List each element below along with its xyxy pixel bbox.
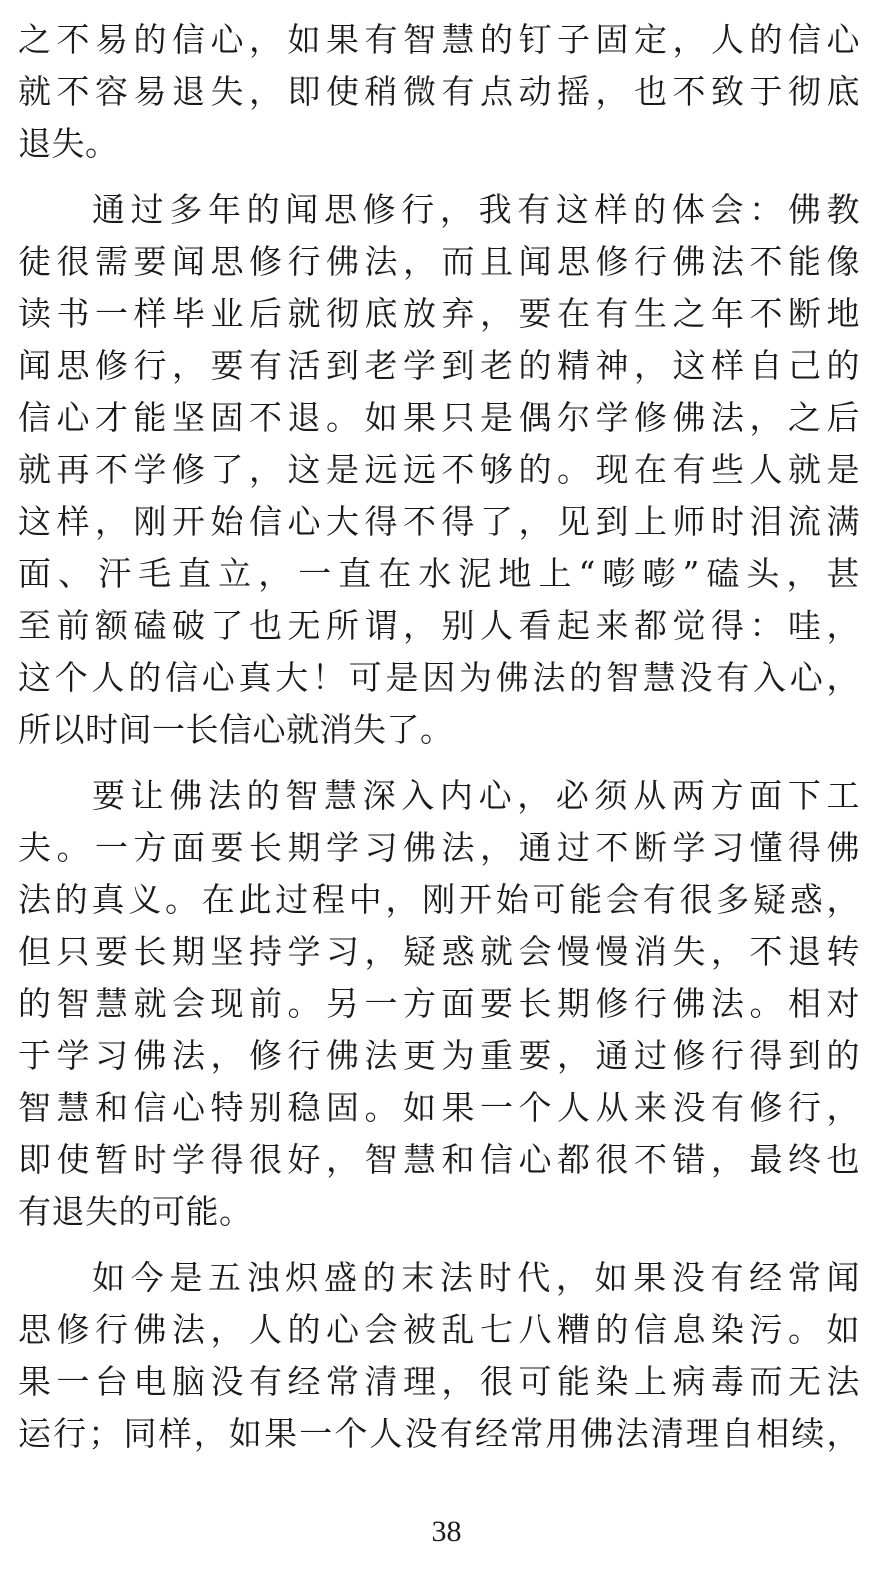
text-line: 读书一样毕业后就彻底放弃，要在有生之年不断地 (18, 294, 860, 333)
text-line: 智慧和信心特别稳固。如果一个人从来没有修行， (18, 1088, 860, 1127)
text-line: 闻思修行，要有活到老学到老的精神，这样自己的 (18, 346, 860, 385)
paragraph-2 (18, 184, 860, 756)
text-line: 之不易的信心，如果有智慧的钉子固定，人的信心 (18, 20, 860, 59)
text-line: 运行；同样，如果一个人没有经常用佛法清理自相续， (18, 1414, 860, 1453)
paragraph-4 (18, 1252, 860, 1460)
text-line: 但只要长期坚持学习，疑惑就会慢慢消失，不退转 (18, 932, 860, 971)
text-line: 思修行佛法，人的心会被乱七八糟的信息染污。如 (18, 1310, 860, 1349)
page-body (18, 14, 860, 1474)
text-line: 即使暂时学得很好，智慧和信心都很不错，最终也 (18, 1140, 860, 1179)
text-line: 要让佛法的智慧深入内心，必须从两方面下工 (92, 776, 860, 815)
text-line: 退失。 (18, 124, 119, 163)
text-line: 果一台电脑没有经常清理，很可能染上病毒而无法 (18, 1362, 860, 1401)
text-line: 这样，刚开始信心大得不得了，见到上师时泪流满 (18, 502, 860, 541)
text-line: 面、汗毛直立，一直在水泥地上“嘭嘭”磕头，甚 (18, 554, 860, 593)
page-number: 38 (431, 1515, 462, 1548)
text-line: 就再不学修了，这是远远不够的。现在有些人就是 (18, 450, 860, 489)
text-line: 法的真义。在此过程中，刚开始可能会有很多疑惑， (18, 880, 860, 919)
text-line: 有退失的可能。 (18, 1192, 253, 1231)
text-line: 这个人的信心真大！可是因为佛法的智慧没有入心， (18, 658, 860, 697)
text-line: 通过多年的闻思修行，我有这样的体会：佛教 (92, 190, 860, 229)
text-line: 至前额磕破了也无所谓，别人看起来都觉得：哇， (18, 606, 860, 645)
text-line: 的智慧就会现前。另一方面要长期修行佛法。相对 (18, 984, 860, 1023)
text-line: 于学习佛法，修行佛法更为重要，通过修行得到的 (18, 1036, 860, 1075)
text-line: 就不容易退失，即使稍微有点动摇，也不致于彻底 (18, 72, 860, 111)
text-line: 徒很需要闻思修行佛法，而且闻思修行佛法不能像 (18, 242, 860, 281)
paragraph-3 (18, 770, 860, 1238)
text-line: 夫。一方面要长期学习佛法，通过不断学习懂得佛 (18, 828, 860, 867)
paragraph-1 (18, 14, 860, 170)
text-line: 所以时间一长信心就消失了。 (18, 710, 454, 749)
text-line: 信心才能坚固不退。如果只是偶尔学修佛法，之后 (18, 398, 860, 437)
text-line: 如今是五浊炽盛的末法时代，如果没有经常闻 (92, 1258, 860, 1297)
